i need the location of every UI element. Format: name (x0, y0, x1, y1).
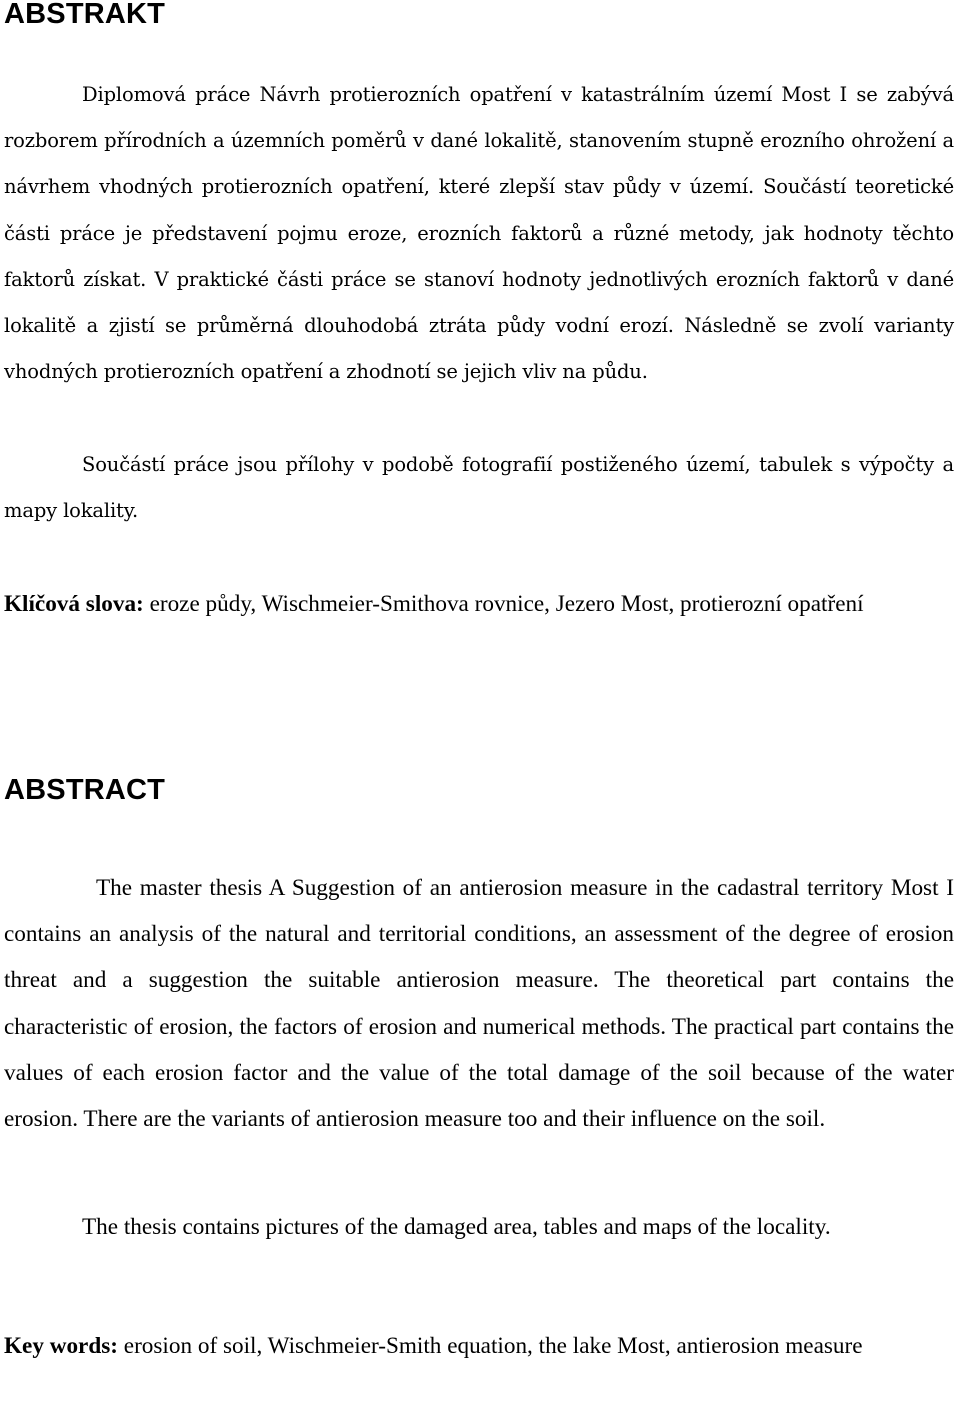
en-abstract-heading: ABSTRACT (4, 774, 166, 806)
en-keywords-label: Key words: (4, 1333, 118, 1359)
cz-abstract-paragraph-1: Diplomová práce Návrh protierozních opatření v katastrálním území Most I se zabývá rozborem přírodních a územních poměrů v dané lokalitě, stanovením stupně erozního ohrožení a návrhem vhodných protierozních opatření, které zlepší stav půdy v území. Součástí teoretické části práce je představení pojmu eroze, erozních faktorů a různé metody, jak hodnoty těchto faktorů získat. V praktické části práce se stanoví hodnoty jednotlivých erozních faktorů v dané lokalitě a zjistí se průměrná dlouhodobá ztráta půdy vodní erozí. Následně se zvolí varianty vhodných protierozních opatření a zhodnotí se jejich vliv na půdu. (4, 83, 954, 384)
en-abstract-paragraph-1: The master thesis A Suggestion of an antierosion measure in the cadastral territory Most I contains an analysis of the natural and territorial conditions, an assessment of the degree of erosion threat and a suggestion the suitable antierosion measure. The theoretical part contains the characteristic of erosion, the factors of erosion and numerical methods. The practical part contains the values of each erosion factor and the value of the total damage of the soil because of the water erosion. There are the variants of antierosion measure too and their influence on the soil. (4, 875, 954, 1133)
cz-abstract-paragraph-2: Součástí práce jsou přílohy v podobě fotografií postiženého území, tabulek s výpočty a mapy lokality. (4, 453, 954, 523)
cz-keywords (4, 581, 954, 627)
en-abstract-paragraph-2: The thesis contains pictures of the damaged area, tables and maps of the locality. (82, 1214, 831, 1240)
cz-abstract-heading: ABSTRAKT (4, 0, 166, 30)
cz-keywords-label: Klíčová slova: (4, 591, 144, 617)
en-keywords (4, 1323, 954, 1369)
en-keywords-text: erosion of soil, Wischmeier-Smith equation, the lake Most, antierosion measure (118, 1333, 863, 1359)
cz-keywords-text: eroze půdy, Wischmeier-Smithova rovnice, Jezero Most, protierozní opatření (143, 591, 864, 617)
